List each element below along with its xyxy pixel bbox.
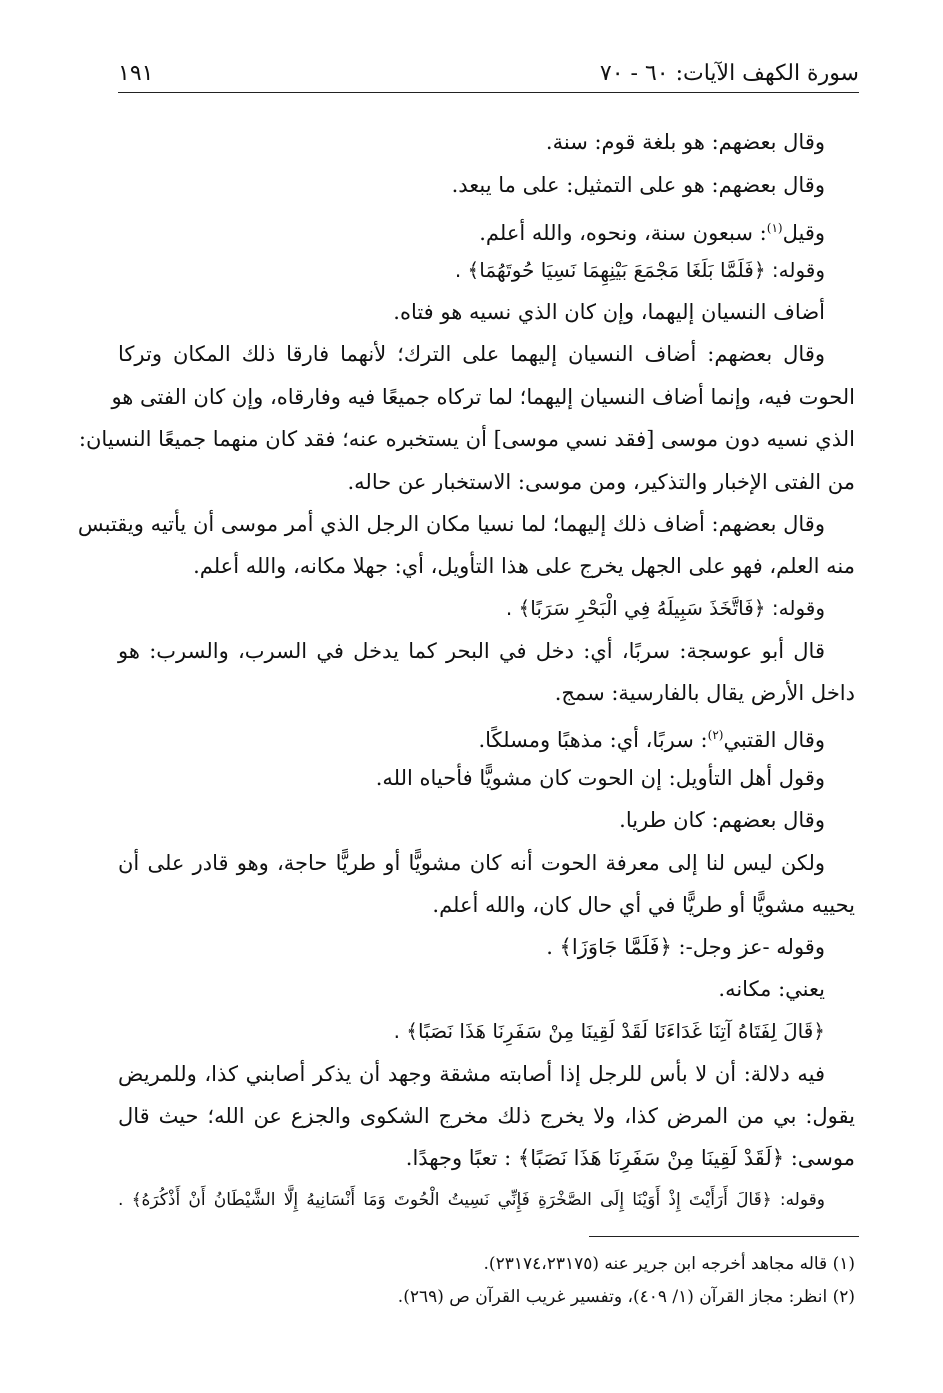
text-line: وقال بعضهم: كان طريا. (619, 808, 825, 832)
text-line: الحوت فيه، وإنما أضاف النسيان إليهما؛ لما تركاه جميعًا فيه وفارقاه، وإن كان الفتى هو (111, 385, 855, 409)
text-line: وقوله -عز وجل-: ﴿فَلَمَّا جَاوَزَا﴾ . (546, 935, 825, 959)
text-line: وقول أهل التأويل: إن الحوت كان مشويًّا فأحياه الله. (375, 766, 825, 790)
text-line: أضاف النسيان إليهما، وإن كان الذي نسيه هو فتاه. (393, 300, 825, 324)
footnote: (١) قاله مجاهد أخرجه ابن جرير عنه (٢٣١٧٤،٢٣١٧٥). (483, 1254, 855, 1274)
quran-verse-line: وقوله: ﴿فَلَمَّا بَلَغَا مَجْمَعَ بَيْنِهِمَا نَسِيَا حُوتَهُمَا﴾ . (454, 258, 825, 282)
running-title: سورة الكهف الآيات: ٦٠ - ٧٠ (599, 60, 859, 86)
text-line: الذي نسيه دون موسى [فقد نسي موسى] أن يستخبره عنه؛ فقد كان منهما جميعًا النسيان: (78, 427, 855, 451)
line-prefix: وقال القتبي (723, 728, 825, 752)
text-line: قال أبو عوسجة: سربًا، أي: دخل في البحر كما يدخل في السرب، والسرب: هو (118, 639, 825, 663)
text-line: وقيل$^{(١)}$: سبعون سنة، ونحوه، والله أعلم. (479, 221, 825, 245)
quran-verse-line: وقوله: ﴿فَاتَّخَذَ سَبِيلَهُ فِي الْبَحْرِ سَرَبًا﴾ . (505, 596, 825, 620)
text-line: وقال بعضهم: أضاف ذلك إليهما؛ لما نسيا مكان الرجل الذي أمر موسى أن يأتيه ويقتبس (77, 512, 825, 536)
text-line: وقال بعضهم: هو على التمثيل: على ما يبعد. (451, 173, 825, 197)
text-line: يعني: مكانه. (718, 977, 825, 1001)
text-line: ولكن ليس لنا إلى معرفة الحوت أنه كان مشويًّا أو طريًّا حاجة، وهو قادر على أن (118, 851, 825, 875)
page-header (118, 56, 859, 90)
text-line: منه العلم، فهو على الجهل يخرج على هذا التأويل، أي: جهلا مكانه، والله أعلم. (193, 554, 855, 578)
footnote-ref: (٢) (707, 728, 724, 742)
line-prefix: وقيل (782, 221, 825, 245)
line-text: سبعون سنة، ونحوه، والله أعلم. (479, 221, 753, 245)
page-number: ١٩١ (118, 60, 154, 86)
text-line: موسى: ﴿لَقَدْ لَقِينَا مِنْ سَفَرِنَا هَذَا نَصَبًا﴾ : تعبًا وجهدًا. (405, 1146, 855, 1170)
text-line: وقال القتبي$^{(٢)}$: سربًا، أي: مذهبًا ومسلكًا. (478, 728, 825, 752)
text-line: وقال بعضهم: أضاف النسيان إليهما على الترك؛ لأنهما فارقا ذلك المكان وتركا (118, 342, 825, 366)
text-line: من الفتى الإخبار والتذكير، ومن موسى: الاستخبار عن حاله. (347, 470, 855, 494)
text-line: فيه دلالة: أن لا بأس للرجل إذا أصابته مشقة وجهد أن يذكر أصابني كذا، وللمريض (118, 1062, 825, 1086)
text-line: وقال بعضهم: هو بلغة قوم: سنة. (545, 130, 825, 154)
footnote: (٢) انظر: مجاز القرآن (١/ ٤٠٩)، وتفسير غريب القرآن ص (٢٦٩). (397, 1287, 855, 1307)
header-rule (118, 92, 859, 93)
footnote-ref: (١) (766, 221, 783, 235)
text-line: يقول: بي من المرض كذا، ولا يخرج ذلك مخرج الشكوى والجزع عن الله؛ حيث قال (118, 1104, 855, 1128)
text-line: يحييه مشويًّا أو طريًّا في أي حال كان، والله أعلم. (432, 893, 855, 917)
quran-verse-line: ﴿قَالَ لِفَتَاهُ آتِنَا غَدَاءَنَا لَقَدْ لَقِينَا مِنْ سَفَرِنَا هَذَا نَصَبًا﴾ . (393, 1019, 825, 1043)
line-text: سربًا، أي: مذهبًا ومسلكًا. (478, 728, 694, 752)
text-line: داخل الأرض يقال بالفارسية: سمج. (554, 681, 855, 705)
quran-verse-line: وقوله: ﴿قَالَ أَرَأَيْتَ إِذْ أَوَيْنَا إِلَى الصَّخْرَةِ فَإِنِّي نَسِيتُ الْحُوتَ وَمَا أَنْسَانِيهُ إِلَّا الشَّيْطَانُ أَنْ أَذْكُرَهُ﴾ . (118, 1190, 825, 1210)
footnote-rule (589, 1236, 859, 1237)
